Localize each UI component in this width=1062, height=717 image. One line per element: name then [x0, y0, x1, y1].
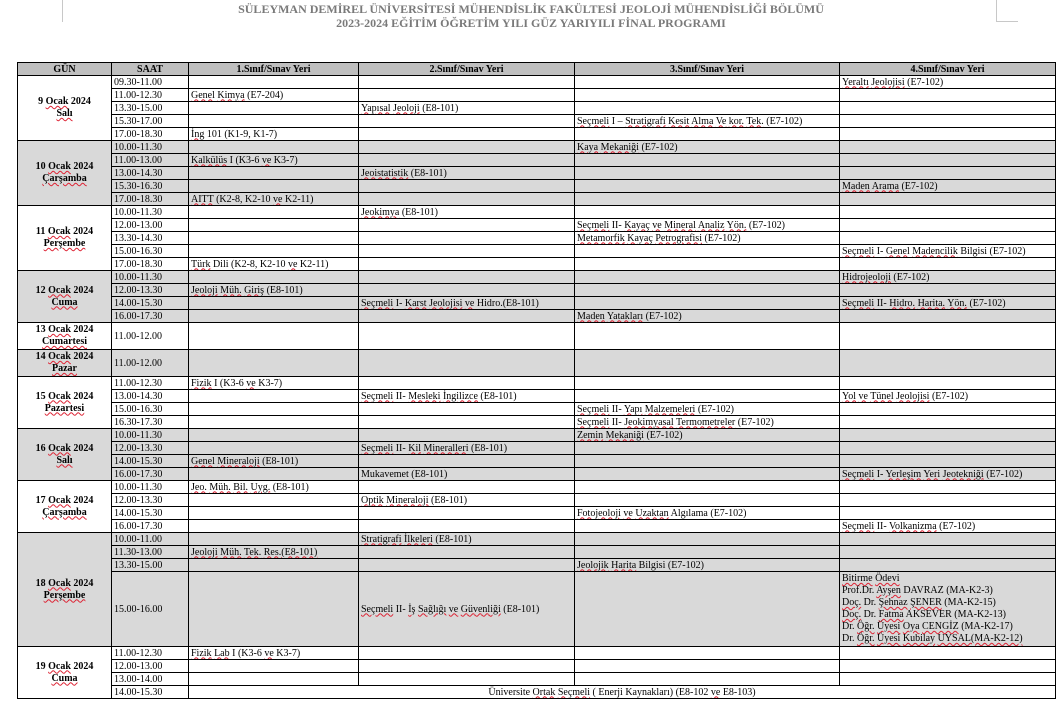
exam-cell-class-1 — [189, 559, 359, 572]
header-line-2: 2023-2024 EĞİTİM ÖĞRETİM YILI GÜZ YARIYILI FİNAL PROGRAMI — [336, 16, 726, 30]
day-weekday: Salı — [56, 108, 73, 119]
time-cell: 16.00-17.30 — [112, 468, 189, 481]
day-date: 15 Ocak 2024 — [35, 390, 94, 402]
exam-cell-class-2 — [359, 350, 575, 377]
exam-cell-class-1: İng 101 (K1-9, K1-7) — [189, 128, 359, 141]
exam-cell-class-4 — [840, 141, 1056, 154]
day-weekday: Cuma — [51, 296, 78, 308]
exam-cell-class-3 — [575, 572, 840, 647]
exam-cell-class-1: Jeo. Müh. Bil. Uyg. (E8-101) — [189, 481, 359, 494]
exam-cell-class-3 — [575, 533, 840, 546]
exam-cell-class-4: Seçmeli II- Volkanizma (E7-102) — [840, 520, 1056, 533]
exam-cell-class-3 — [575, 673, 840, 686]
time-cell: 11.00-12.30 — [112, 377, 189, 390]
table-row — [18, 494, 1056, 507]
exam-cell-class-3 — [575, 442, 840, 455]
time-cell: 15.00-16.30 — [112, 245, 189, 258]
exam-schedule-table — [17, 62, 1056, 699]
exam-cell-class-1 — [189, 403, 359, 416]
exam-cell-class-3 — [575, 390, 840, 403]
table-row — [18, 102, 1056, 115]
exam-cell-class-2 — [359, 660, 575, 673]
thesis-line: Dr. Öğr. Üyesi Oya CENGİZ (MA-K2-17) — [842, 621, 1013, 632]
exam-cell-class-2: Jeokimya (E8-101) — [359, 206, 575, 219]
exam-cell-class-3 — [575, 206, 840, 219]
table-row — [18, 455, 1056, 468]
exam-cell-class-4: Maden Arama (E7-102) — [840, 180, 1056, 193]
table-row — [18, 128, 1056, 141]
exam-cell-class-3 — [575, 481, 840, 494]
day-weekday: Cumartesi — [42, 336, 87, 347]
table-row — [18, 647, 1056, 660]
table-row — [18, 167, 1056, 180]
exam-cell-class-4 — [840, 219, 1056, 232]
exam-cell-class-3 — [575, 245, 840, 258]
thesis-line: Prof.Dr. Ayşen DAVRAZ (MA-K2-3) — [842, 585, 993, 596]
exam-cell-class-2 — [359, 323, 575, 350]
exam-cell-class-4 — [840, 416, 1056, 429]
day-cell — [18, 429, 112, 481]
exam-cell-class-3: Maden Yatakları (E7-102) — [575, 310, 840, 323]
time-cell: 14.00-15.30 — [112, 507, 189, 520]
table-row — [18, 350, 1056, 377]
exam-cell-class-3 — [575, 258, 840, 271]
exam-cell-class-4 — [840, 310, 1056, 323]
exam-cell-class-3 — [575, 89, 840, 102]
exam-cell-class-1 — [189, 271, 359, 284]
exam-cell-class-4 — [840, 115, 1056, 128]
exam-cell-class-3 — [575, 193, 840, 206]
exam-cell-class-1: Genel Kimya (E7-204) — [189, 89, 359, 102]
exam-cell-class-3 — [575, 284, 840, 297]
table-row — [18, 673, 1056, 686]
exam-cell-class-4 — [840, 193, 1056, 206]
time-cell: 15.00-16.30 — [112, 403, 189, 416]
exam-cell-class-4 — [840, 377, 1056, 390]
exam-cell-class-2 — [359, 258, 575, 271]
exam-cell-class-3 — [575, 180, 840, 193]
day-cell — [18, 350, 112, 377]
time-cell: 15.30-17.00 — [112, 115, 189, 128]
exam-cell-class-1 — [189, 180, 359, 193]
day-date: 14 Ocak 2024 — [35, 351, 94, 362]
merged-exam-cell: Üniversite Ortak Seçmeli ( Enerji Kaynakları) (E8-102 ve E8-103) — [189, 686, 1056, 699]
table-row — [18, 390, 1056, 403]
exam-cell-class-4 — [840, 323, 1056, 350]
exam-cell-class-2 — [359, 128, 575, 141]
time-cell: 15.30-16.30 — [112, 180, 189, 193]
table-row — [18, 232, 1056, 245]
exam-cell-class-1 — [189, 416, 359, 429]
exam-cell-class-3 — [575, 546, 840, 559]
day-weekday: Pazar — [52, 363, 77, 374]
exam-cell-class-3: Kaya Mekaniği (E7-102) — [575, 141, 840, 154]
exam-cell-class-1 — [189, 507, 359, 520]
table-row — [18, 533, 1056, 546]
day-weekday: Çarşamba — [42, 173, 87, 184]
table-row — [18, 686, 1056, 699]
exam-cell-class-1 — [189, 520, 359, 533]
day-date: 9 Ocak 2024 — [38, 96, 91, 107]
exam-cell-class-4 — [840, 232, 1056, 245]
exam-cell-class-4: Yeraltı Jeolojisi (E7-102) — [840, 76, 1056, 89]
time-cell: 12.00-13.30 — [112, 284, 189, 297]
exam-cell-class-1: Fizik Lab I (K3-6 ve K3-7) — [189, 647, 359, 660]
column-header-class-1: 1.Sınıf/Sınav Yeri — [189, 63, 359, 76]
exam-cell-class-2 — [359, 310, 575, 323]
time-cell: 10.00-11.30 — [112, 429, 189, 442]
time-cell: 13.30-15.00 — [112, 559, 189, 572]
exam-cell-class-4: Seçmeli I- Genel Madencilik Bilgisi (E7-102) — [840, 245, 1056, 258]
exam-cell-class-3: Seçmeli I – Stratigrafi Kesit Alma Ve kor. Tek. (E7-102) — [575, 115, 840, 128]
time-cell: 11.00-12.00 — [112, 323, 189, 350]
exam-cell-class-3: Zemin Mekaniği (E7-102) — [575, 429, 840, 442]
day-weekday: Cuma — [51, 672, 78, 684]
exam-cell-class-4 — [840, 546, 1056, 559]
table-row — [18, 572, 1056, 647]
exam-cell-class-4 — [840, 128, 1056, 141]
exam-cell-class-4 — [840, 102, 1056, 115]
column-header-class-3: 3.Sınıf/Sınav Yeri — [575, 63, 840, 76]
exam-cell-class-1 — [189, 245, 359, 258]
exam-cell-class-4 — [840, 572, 1056, 647]
exam-cell-class-1 — [189, 76, 359, 89]
table-row — [18, 284, 1056, 297]
crop-mark-right — [996, 0, 997, 22]
day-cell — [18, 323, 112, 350]
exam-cell-class-1 — [189, 350, 359, 377]
exam-cell-class-3: Seçmeli II- Jeokimyasal Termometreler (E7-102) — [575, 416, 840, 429]
exam-cell-class-3 — [575, 76, 840, 89]
exam-cell-class-3 — [575, 350, 840, 377]
day-date: 13 Ocak 2024 — [35, 324, 94, 335]
exam-cell-class-1 — [189, 533, 359, 546]
table-row — [18, 141, 1056, 154]
table-row — [18, 180, 1056, 193]
time-cell: 13.00-14.30 — [112, 167, 189, 180]
table-row — [18, 481, 1056, 494]
exam-cell-class-2 — [359, 232, 575, 245]
exam-cell-class-2: Seçmeli II- Mesleki İngilizce (E8-101) — [359, 390, 575, 403]
exam-cell-class-4: Hidrojeoloji (E7-102) — [840, 271, 1056, 284]
exam-cell-class-4 — [840, 284, 1056, 297]
exam-cell-class-3 — [575, 647, 840, 660]
exam-cell-class-2: Stratigrafi İlkeleri (E8-101) — [359, 533, 575, 546]
exam-cell-class-1 — [189, 494, 359, 507]
table-row — [18, 271, 1056, 284]
time-cell: 10.00-11.30 — [112, 271, 189, 284]
time-cell: 11.30-13.00 — [112, 546, 189, 559]
exam-cell-class-2 — [359, 219, 575, 232]
time-cell: 16.00-17.30 — [112, 520, 189, 533]
exam-cell-class-3 — [575, 455, 840, 468]
exam-cell-class-4 — [840, 258, 1056, 271]
exam-cell-class-1 — [189, 390, 359, 403]
exam-cell-class-2: Seçmeli II- İş Sağlığı ve Güvenliği (E8-101) — [359, 572, 575, 647]
exam-cell-class-2 — [359, 559, 575, 572]
time-cell: 17.00-18.30 — [112, 128, 189, 141]
time-cell: 14.00-15.30 — [112, 455, 189, 468]
exam-cell-class-3 — [575, 102, 840, 115]
exam-cell-class-3 — [575, 494, 840, 507]
time-cell: 14.00-15.30 — [112, 297, 189, 310]
exam-cell-class-3 — [575, 271, 840, 284]
exam-cell-class-2 — [359, 377, 575, 390]
exam-cell-class-1: AITT (K2-8, K2-10 ve K2-11) — [189, 193, 359, 206]
exam-cell-class-4 — [840, 89, 1056, 102]
table-row — [18, 468, 1056, 481]
exam-cell-class-4 — [840, 403, 1056, 416]
table-row — [18, 258, 1056, 271]
exam-cell-class-1: Jeoloji Müh. Tek. Res.(E8-101) — [189, 546, 359, 559]
exam-cell-class-2 — [359, 271, 575, 284]
time-cell: 14.00-15.30 — [112, 686, 189, 699]
exam-cell-class-1 — [189, 572, 359, 647]
exam-cell-class-2 — [359, 481, 575, 494]
day-cell — [18, 647, 112, 699]
exam-cell-class-4: Seçmeli I- Yerleşim Yeri Jeotekniği (E7-102) — [840, 468, 1056, 481]
exam-cell-class-4 — [840, 154, 1056, 167]
thesis-line: Dr. Öğr. Üyesi Kubilay UYSAL(MA-K2-12) — [842, 633, 1023, 644]
exam-cell-class-4 — [840, 559, 1056, 572]
exam-cell-class-4 — [840, 673, 1056, 686]
time-cell: 13.30-14.30 — [112, 232, 189, 245]
day-date: 17 Ocak 2024 — [35, 494, 94, 506]
exam-cell-class-1 — [189, 102, 359, 115]
exam-cell-class-2 — [359, 141, 575, 154]
day-date: 10 Ocak 2024 — [35, 161, 94, 172]
time-cell: 13.30-15.00 — [112, 102, 189, 115]
exam-cell-class-4 — [840, 533, 1056, 546]
time-cell: 13.00-14.30 — [112, 390, 189, 403]
exam-cell-class-1: Kalkülüs I (K3-6 ve K3-7) — [189, 154, 359, 167]
exam-cell-class-2 — [359, 647, 575, 660]
table-row — [18, 416, 1056, 429]
day-cell — [18, 481, 112, 533]
exam-cell-class-1: Jeoloji Müh. Giriş (E8-101) — [189, 284, 359, 297]
exam-cell-class-3: Metamorfik Kayaç Petrografisi (E7-102) — [575, 232, 840, 245]
exam-cell-class-4 — [840, 481, 1056, 494]
exam-cell-class-4: Yol ve Tünel Jeolojisi (E7-102) — [840, 390, 1056, 403]
time-cell: 09.30-11.00 — [112, 76, 189, 89]
table-row — [18, 559, 1056, 572]
thesis-line: Doç. Dr. Fatma AKSEVER (MA-K2-13) — [842, 609, 1006, 620]
header-line-1: SÜLEYMAN DEMİREL ÜNİVERSİTESİ MÜHENDİSLİK FAKÜLTESİ JEOLOJİ MÜHENDİSLİĞİ BÖLÜMÜ — [238, 2, 824, 16]
time-cell: 15.00-16.00 — [112, 572, 189, 647]
table-row — [18, 219, 1056, 232]
day-weekday: Perşembe — [43, 238, 86, 249]
exam-cell-class-2 — [359, 403, 575, 416]
table-row — [18, 323, 1056, 350]
column-header-class-2: 2.Sınıf/Sınav Yeri — [359, 63, 575, 76]
exam-cell-class-4 — [840, 494, 1056, 507]
time-cell: 16.30-17.30 — [112, 416, 189, 429]
time-cell: 12.00-13.30 — [112, 494, 189, 507]
table-row — [18, 377, 1056, 390]
table-row — [18, 429, 1056, 442]
exam-cell-class-3 — [575, 520, 840, 533]
exam-cell-class-2 — [359, 673, 575, 686]
exam-cell-class-1 — [189, 206, 359, 219]
day-cell — [18, 377, 112, 429]
exam-cell-class-3: Jeolojik Harita Bilgisi (E7-102) — [575, 559, 840, 572]
table-header-row — [18, 63, 1056, 76]
day-cell — [18, 206, 112, 271]
time-cell: 10.00-11.00 — [112, 533, 189, 546]
exam-cell-class-3 — [575, 377, 840, 390]
exam-cell-class-2: Seçmeli I- Karst Jeolojisi ve Hidro.(E8-101) — [359, 297, 575, 310]
exam-cell-class-4 — [840, 507, 1056, 520]
exam-cell-class-4 — [840, 167, 1056, 180]
exam-cell-class-2: Jeoistatistik (E8-101) — [359, 167, 575, 180]
exam-cell-class-2 — [359, 520, 575, 533]
day-weekday: Pazartesi — [44, 402, 85, 414]
exam-cell-class-2 — [359, 416, 575, 429]
table-row — [18, 206, 1056, 219]
exam-cell-class-2 — [359, 89, 575, 102]
exam-cell-class-1 — [189, 310, 359, 323]
exam-cell-class-1 — [189, 219, 359, 232]
day-cell — [18, 533, 112, 647]
exam-cell-class-4 — [840, 647, 1056, 660]
exam-cell-class-2 — [359, 76, 575, 89]
exam-cell-class-3 — [575, 167, 840, 180]
exam-cell-class-2 — [359, 115, 575, 128]
time-cell: 16.00-17.30 — [112, 310, 189, 323]
exam-cell-class-1 — [189, 167, 359, 180]
exam-cell-class-2 — [359, 507, 575, 520]
exam-cell-class-4 — [840, 455, 1056, 468]
day-cell — [18, 76, 112, 141]
exam-cell-class-1: Genel Mineraloji (E8-101) — [189, 455, 359, 468]
time-cell: 10.00-11.30 — [112, 481, 189, 494]
exam-cell-class-2 — [359, 245, 575, 258]
exam-cell-class-2: Seçmeli II- Kil Mineralleri (E8-101) — [359, 442, 575, 455]
exam-cell-class-2: Optik Mineraloji (E8-101) — [359, 494, 575, 507]
exam-cell-class-1 — [189, 232, 359, 245]
day-date: 16 Ocak 2024 — [35, 442, 94, 454]
table-row — [18, 193, 1056, 206]
time-cell: 17.00-18.30 — [112, 193, 189, 206]
table-row — [18, 660, 1056, 673]
day-date: 11 Ocak 2024 — [35, 226, 94, 237]
table-row — [18, 310, 1056, 323]
day-date: 19 Ocak 2024 — [35, 660, 94, 672]
exam-cell-class-3: Fotojeoloji ve Uzaktan Algılama (E7-102) — [575, 507, 840, 520]
time-cell: 11.00-13.00 — [112, 154, 189, 167]
exam-cell-class-2: Mukavemet (E8-101) — [359, 468, 575, 481]
table-row — [18, 403, 1056, 416]
crop-mark-left — [62, 0, 63, 22]
exam-cell-class-4: Seçmeli II- Hidro. Harita. Yön. (E7-102) — [840, 297, 1056, 310]
table-row — [18, 546, 1056, 559]
exam-cell-class-3 — [575, 297, 840, 310]
thesis-line: Doç. Dr. Şehnaz ŞENER (MA-K2-15) — [842, 597, 996, 608]
exam-cell-class-1 — [189, 660, 359, 673]
time-cell: 10.00-11.30 — [112, 206, 189, 219]
exam-cell-class-2: Yapısal Jeoloji (E8-101) — [359, 102, 575, 115]
exam-cell-class-1 — [189, 115, 359, 128]
exam-cell-class-4 — [840, 350, 1056, 377]
exam-cell-class-4 — [840, 442, 1056, 455]
table-row — [18, 442, 1056, 455]
exam-cell-class-3: Seçmeli II- Yapı Malzemeleri (E7-102) — [575, 403, 840, 416]
exam-cell-class-2 — [359, 180, 575, 193]
exam-cell-class-3 — [575, 468, 840, 481]
time-cell: 13.00-14.00 — [112, 673, 189, 686]
table-row — [18, 115, 1056, 128]
table-row — [18, 520, 1056, 533]
time-cell: 17.00-18.30 — [112, 258, 189, 271]
time-cell: 11.00-12.30 — [112, 647, 189, 660]
exam-cell-class-2 — [359, 193, 575, 206]
exam-cell-class-1: Fizik I (K3-6 ve K3-7) — [189, 377, 359, 390]
column-header-day: GÜN — [18, 63, 112, 76]
exam-cell-class-3 — [575, 128, 840, 141]
exam-cell-class-1 — [189, 468, 359, 481]
exam-cell-class-1 — [189, 429, 359, 442]
table-row — [18, 76, 1056, 89]
exam-cell-class-2 — [359, 154, 575, 167]
exam-cell-class-3 — [575, 323, 840, 350]
day-cell — [18, 271, 112, 323]
exam-cell-class-4 — [840, 206, 1056, 219]
day-weekday: Perşembe — [43, 589, 86, 601]
exam-cell-class-3 — [575, 660, 840, 673]
day-date: 18 Ocak 2024 — [35, 577, 94, 589]
thesis-line: Bitirme Ödevi — [842, 573, 900, 584]
table-row — [18, 245, 1056, 258]
exam-cell-class-2 — [359, 284, 575, 297]
exam-cell-class-1 — [189, 141, 359, 154]
page-header — [0, 2, 1062, 30]
column-header-time: SAAT — [112, 63, 189, 76]
day-weekday: Salı — [56, 454, 73, 466]
table-row — [18, 297, 1056, 310]
time-cell: 12.00-13.30 — [112, 442, 189, 455]
time-cell: 11.00-12.00 — [112, 350, 189, 377]
table-row — [18, 89, 1056, 102]
time-cell: 12.00-13.00 — [112, 219, 189, 232]
exam-cell-class-1 — [189, 297, 359, 310]
exam-cell-class-1 — [189, 673, 359, 686]
exam-cell-class-3: Seçmeli II- Kayaç ve Mineral Analiz Yön. (E7-102) — [575, 219, 840, 232]
crop-mark-right-horizontal — [996, 21, 1018, 22]
table-row — [18, 154, 1056, 167]
day-cell — [18, 141, 112, 206]
table-row — [18, 507, 1056, 520]
exam-cell-class-1 — [189, 442, 359, 455]
exam-cell-class-1: Türk Dili (K2-8, K2-10 ve K2-11) — [189, 258, 359, 271]
time-cell: 10.00-11.30 — [112, 141, 189, 154]
column-header-class-4: 4.Sınıf/Sınav Yeri — [840, 63, 1056, 76]
exam-cell-class-4 — [840, 429, 1056, 442]
exam-cell-class-3 — [575, 154, 840, 167]
exam-cell-class-2 — [359, 455, 575, 468]
exam-cell-class-1 — [189, 323, 359, 350]
exam-cell-class-2 — [359, 429, 575, 442]
time-cell: 11.00-12.30 — [112, 89, 189, 102]
exam-cell-class-4 — [840, 660, 1056, 673]
time-cell: 12.00-13.00 — [112, 660, 189, 673]
day-weekday: Çarşamba — [42, 506, 87, 518]
exam-cell-class-2 — [359, 546, 575, 559]
day-date: 12 Ocak 2024 — [35, 284, 94, 296]
